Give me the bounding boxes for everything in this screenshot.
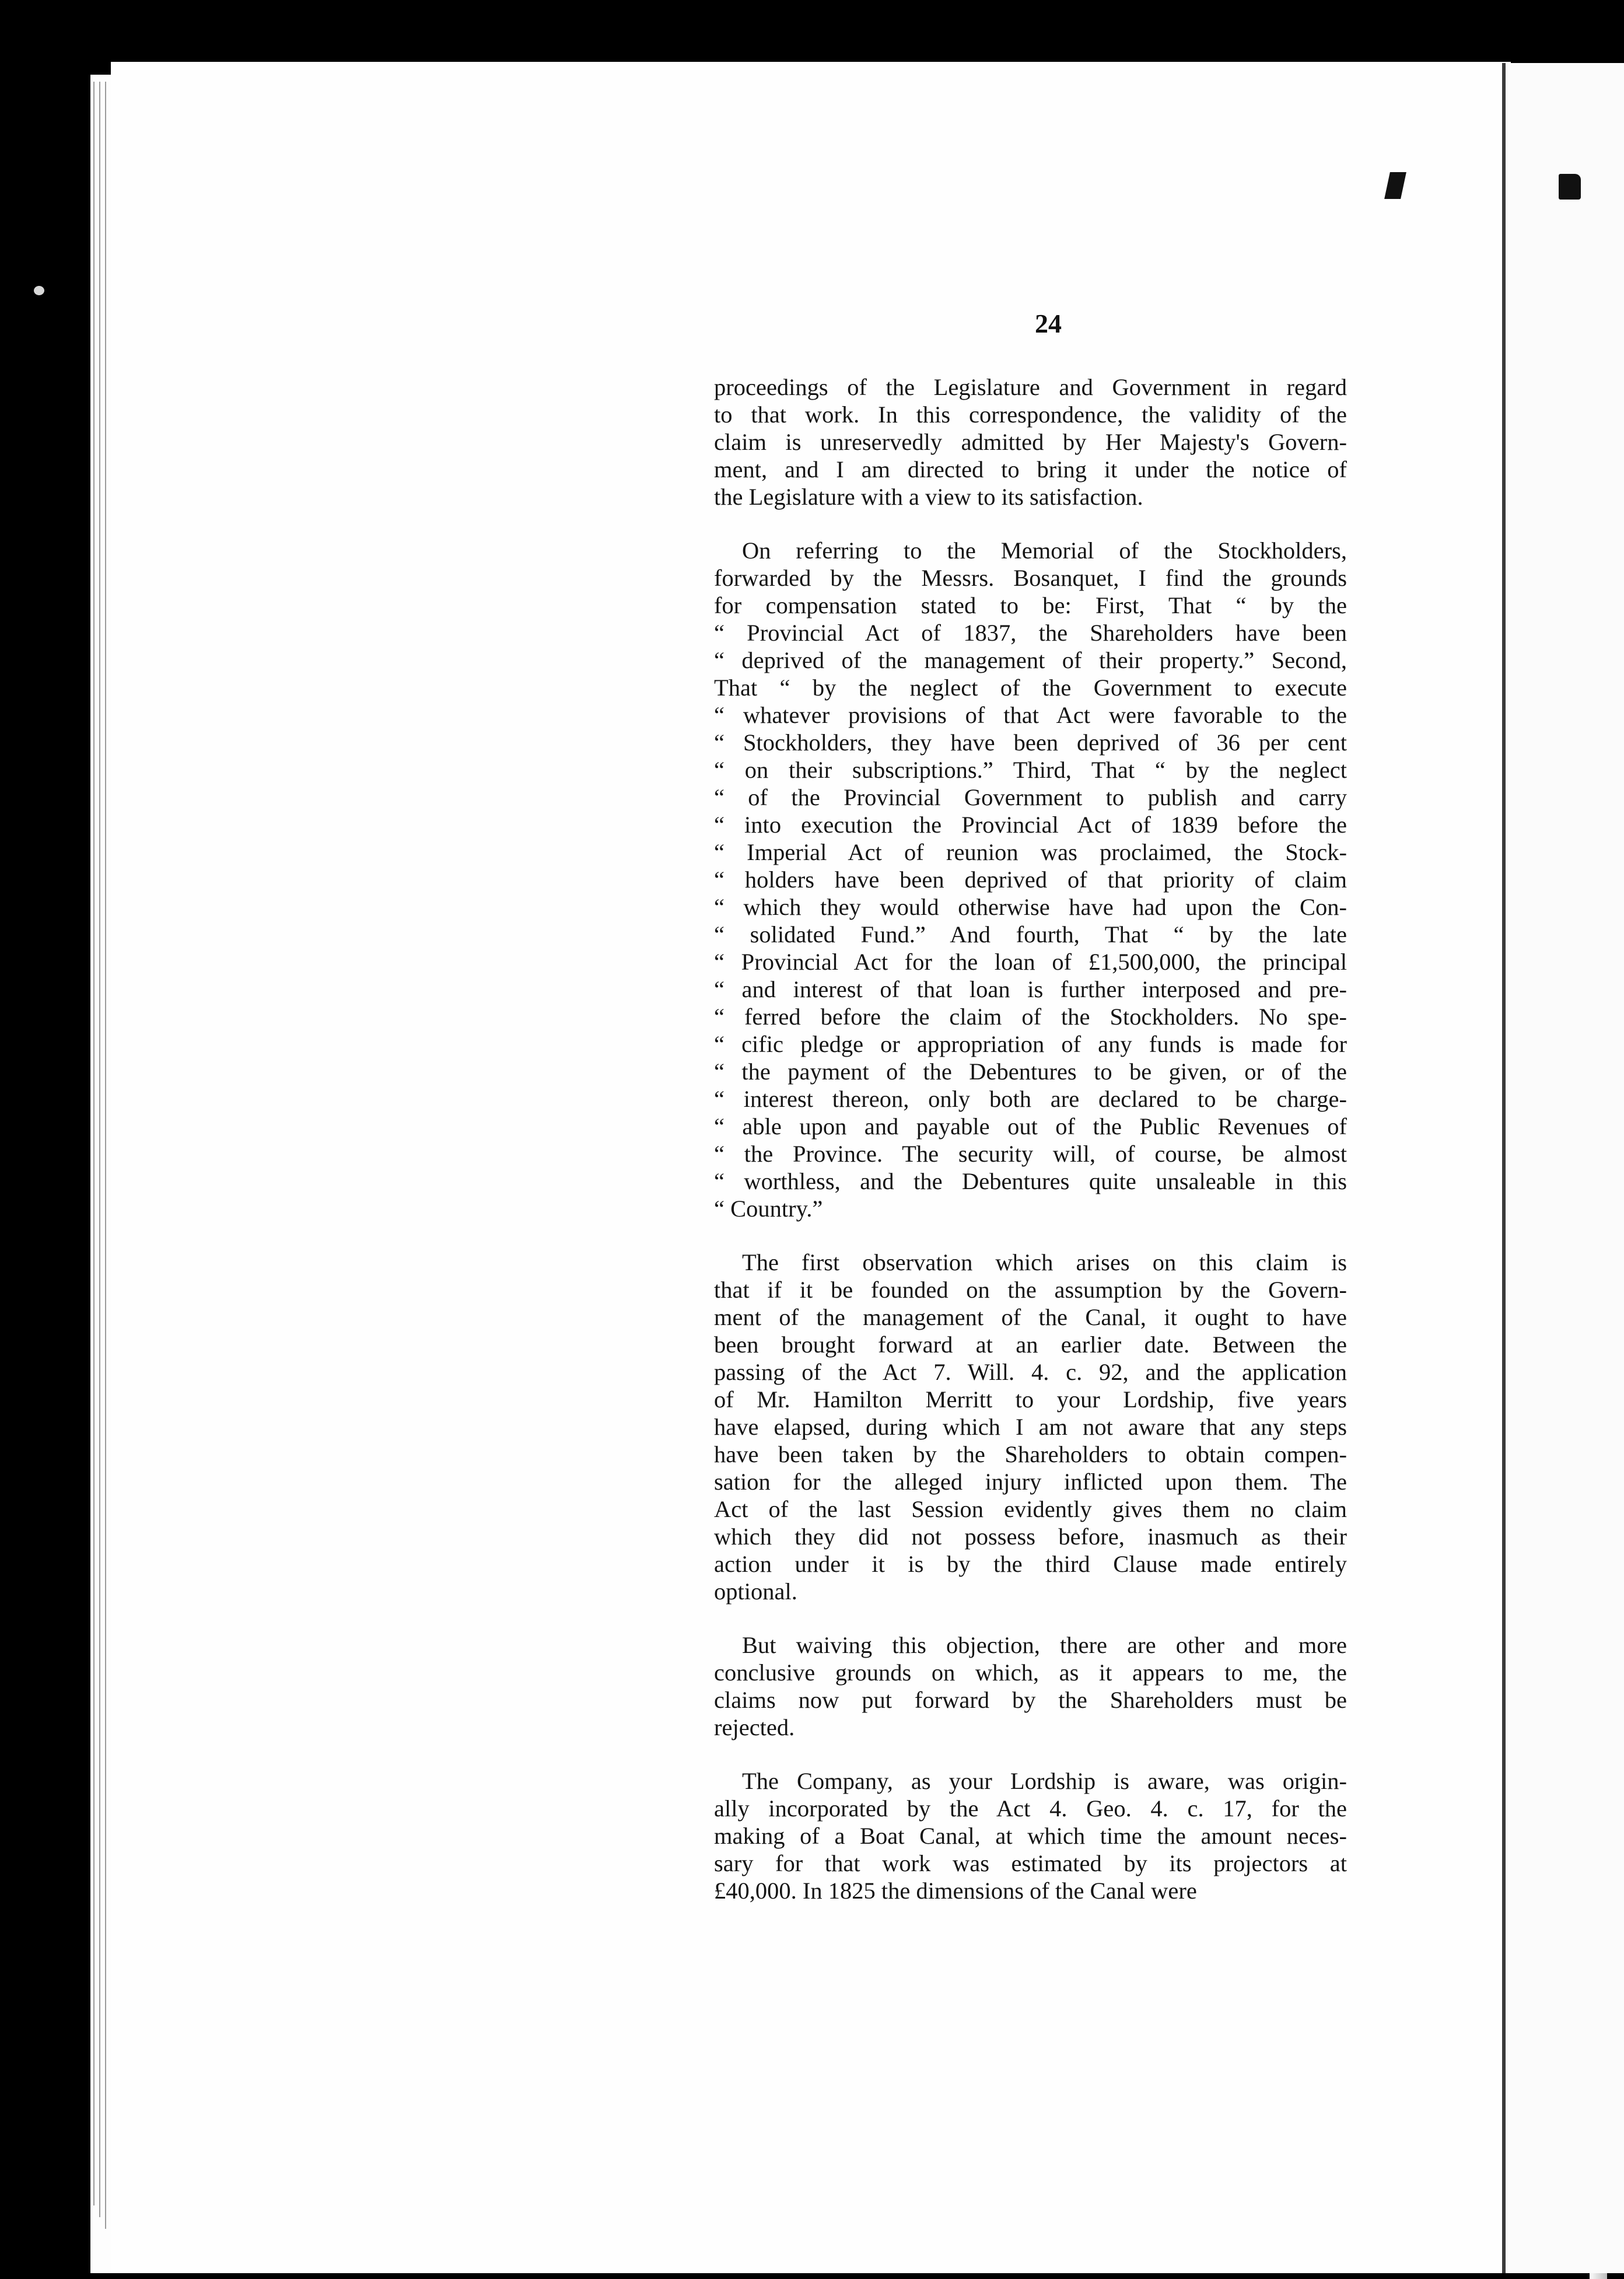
page-edge: [105, 82, 106, 2229]
text-line: “ the payment of the Debentures to be given, or of the: [714, 1058, 1347, 1085]
text-line: “ solidated Fund.” And fourth, That “ by the late: [714, 921, 1347, 948]
ink-blot: [34, 286, 44, 295]
ink-blot: [1559, 174, 1581, 200]
text-line: passing of the Act 7. Will. 4. c. 92, and the application: [714, 1359, 1347, 1385]
text-line: That “ by the neglect of the Government to execute: [714, 674, 1347, 701]
text-line: “ able upon and payable out of the Public Revenues of: [714, 1113, 1347, 1140]
text-line: “ into execution the Provincial Act of 1839 before the: [714, 812, 1347, 838]
text-line: of Mr. Hamilton Merritt to your Lordship, five years: [714, 1386, 1347, 1413]
paragraph: [714, 537, 1347, 1222]
text-line: the Legislature with a view to its satisfaction.: [714, 484, 1143, 510]
text-line: “ whatever provisions of that Act were favorable to the: [714, 702, 1347, 728]
text-line: Act of the last Session evidently gives them no claim: [714, 1496, 1347, 1522]
text-line: claims now put forward by the Shareholders must be: [714, 1687, 1347, 1713]
text-line: “ ferred before the claim of the Stockholders. No spe-: [714, 1004, 1347, 1030]
page-edge: [99, 82, 100, 2217]
text-line: The first observation which arises on this claim is: [742, 1249, 1347, 1275]
text-line: ment, and I am directed to bring it under the notice of: [714, 456, 1347, 483]
text-line: ally incorporated by the Act 4. Geo. 4. c. 17, for the: [714, 1795, 1347, 1822]
text-line: sation for the alleged injury inflicted upon them. The: [714, 1469, 1347, 1495]
paragraph: [714, 1249, 1347, 1605]
text-line: “ Country.”: [714, 1196, 823, 1222]
text-line: “ interest thereon, only both are declared to be charge-: [714, 1086, 1347, 1112]
text-line: have been taken by the Shareholders to obtain compen-: [714, 1441, 1347, 1467]
text-line: But waiving this objection, there are other and more: [742, 1632, 1347, 1658]
text-line: £40,000. In 1825 the dimensions of the Canal were: [714, 1878, 1197, 1904]
text-line: conclusive grounds on which, as it appears to me, the: [714, 1659, 1347, 1686]
text-line: which they did not possess before, inasmuch as their: [714, 1523, 1347, 1550]
text-line: “ Provincial Act of 1837, the Shareholders have been: [714, 620, 1347, 646]
text-line: have elapsed, during which I am not aware that any steps: [714, 1414, 1347, 1440]
text-line: “ on their subscriptions.” Third, That “ by the neglect: [714, 757, 1347, 783]
text-line: “ the Province. The security will, of course, be almost: [714, 1141, 1347, 1167]
text-line: for compensation stated to be: First, That “ by the: [714, 592, 1347, 618]
text-line: “ Provincial Act for the loan of £1,500,000, the principal: [714, 949, 1347, 975]
text-line: “ and interest of that loan is further interposed and pre-: [714, 976, 1347, 1002]
text-line: “ worthless, and the Debentures quite unsaleable in this: [714, 1168, 1347, 1194]
paragraph: [714, 373, 1347, 511]
text-line: “ cific pledge or appropriation of any funds is made for: [714, 1031, 1347, 1057]
paragraph: [714, 1767, 1347, 1904]
text-line: rejected.: [714, 1714, 795, 1740]
text-line: sary for that work was estimated by its projectors at: [714, 1850, 1347, 1876]
facing-page-edge: [1502, 63, 1624, 2273]
text-line: action under it is by the third Clause made entirely: [714, 1551, 1347, 1577]
body-text: [714, 373, 1347, 1931]
text-line: “ Stockholders, they have been deprived of 36 per cent: [714, 729, 1347, 756]
text-line: optional.: [714, 1578, 797, 1605]
paragraph: [714, 1631, 1347, 1741]
text-line: “ Imperial Act of reunion was proclaimed, the Stock-: [714, 839, 1347, 865]
text-line: making of a Boat Canal, at which time the amount neces-: [714, 1823, 1347, 1849]
text-line: “ of the Provincial Government to publish and carry: [714, 784, 1347, 810]
text-line: ment of the management of the Canal, it ought to have: [714, 1304, 1347, 1330]
text-line: The Company, as your Lordship is aware, was origin-: [742, 1768, 1347, 1794]
text-line: On referring to the Memorial of the Stockholders,: [742, 537, 1347, 564]
page-edge: [93, 82, 94, 2205]
text-line: “ deprived of the management of their property.” Second,: [714, 647, 1347, 673]
text-line: claim is unreservedly admitted by Her Majesty's Govern-: [714, 429, 1347, 455]
text-line: proceedings of the Legislature and Government in regard: [714, 374, 1347, 400]
text-line: to that work. In this correspondence, the validity of the: [714, 401, 1347, 428]
text-line: that if it be founded on the assumption by the Govern-: [714, 1277, 1347, 1303]
text-line: “ holders have been deprived of that priority of claim: [714, 866, 1347, 893]
text-line: been brought forward at an earlier date. Between the: [714, 1331, 1347, 1358]
text-line: “ which they would otherwise have had upon the Con-: [714, 894, 1347, 920]
text-line: forwarded by the Messrs. Bosanquet, I find the grounds: [714, 565, 1347, 591]
page-number: 24: [1035, 309, 1062, 338]
